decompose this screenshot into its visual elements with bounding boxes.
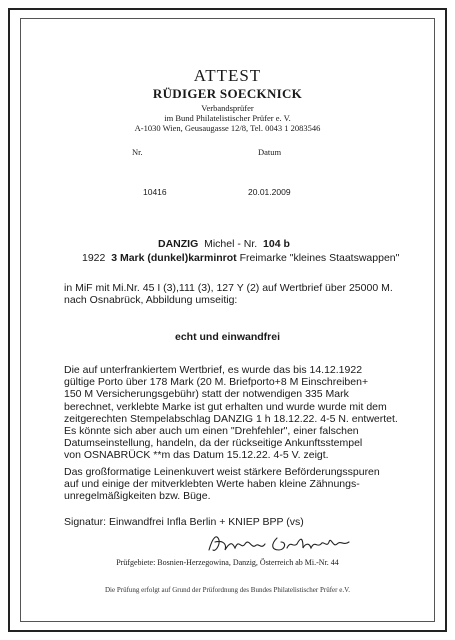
certificate-date: 20.01.2009	[248, 187, 291, 197]
text-line: gültige Porto über 178 Mark (20 M. Briefporto+8 M Einschreiben+	[64, 376, 369, 389]
stamp-identification	[158, 238, 290, 250]
stamp-value-color: 3 Mark (dunkel)karminrot	[111, 252, 237, 264]
stamp-description-line	[82, 252, 399, 264]
certificate-number: 10416	[143, 187, 167, 197]
text-line: zeitgerechten Stempelabschlag DANZIG 1 h 18.12.22. 4-5 N. entwertet.	[64, 412, 398, 425]
examiner-name: RÜDIGER SOECKNICK	[152, 86, 303, 101]
text-line: Das großformatige Leinenkuvert weist stärkere Beförderungsspuren	[64, 466, 380, 478]
text-line: auf und einige der mitverklebten Werte haben kleine Zähnungs-	[64, 478, 360, 491]
text-line: Die auf unterfrankiertem Wertbrief, es wurde das bis 14.12.1922	[64, 364, 363, 376]
pruefordnung-footer: Die Prüfung erfolgt auf Grund der Prüfordnung des Bundes Philatelistischer Prüfer e.V.	[104, 586, 351, 594]
mixed-franking-text	[64, 282, 393, 306]
paragraph-envelope	[64, 466, 380, 503]
michel-number: 104 b	[263, 238, 290, 250]
stamp-year: 1922	[82, 252, 106, 264]
paragraph-condition	[64, 364, 398, 462]
stamp-area: DANZIG	[158, 238, 199, 250]
nr-label: Nr.	[132, 147, 143, 157]
examiner-role: Verbandsprüfer	[201, 103, 254, 113]
text-line: in MiF mit Mi.Nr. 45 I (3),111 (3), 127 Y (2) auf Wertbrief über 25000 M.	[64, 282, 393, 294]
text-line: Datumseinstellung, handeln, da der rückseitige Ankunftsstempel	[64, 437, 363, 450]
text-line: von OSNABRÜCK **m das Datum 15.12.22. 4-5 V. zeigt.	[64, 449, 329, 462]
pruefgebiete-footer: Prüfgebiete: Bosnien-Herzegowina, Danzig, Österreich ab Mi.-Nr. 44	[116, 558, 339, 567]
verdict: echt und einwandfrei	[174, 331, 280, 343]
examiner-association: im Bund Philatelistischer Prüfer e. V.	[164, 113, 291, 123]
text-line: unregelmäßigkeiten bzw. Büge.	[64, 490, 211, 503]
signatur-line: Signatur: Einwandfrei Infla Berlin + KNIEP BPP (vs)	[64, 516, 304, 528]
text-line: berechnet, verklebte Marke ist gut erhalten und wurde wurde mit dem	[64, 400, 387, 413]
michel-label: Michel - Nr.	[204, 238, 258, 250]
certificate-title: ATTEST	[193, 66, 262, 85]
text-line: nach Osnabrück, Abbildung umseitig:	[64, 294, 238, 307]
text-line: 150 M Versicherungsgebühr) statt der notwendigen 335 Mark	[64, 388, 349, 401]
stamp-description: Freimarke "kleines Staatswappen"	[239, 252, 400, 264]
text-line: Es könnte sich aber auch um einen "Drehfehler", einer falschen	[64, 425, 359, 438]
handwritten-signature	[205, 530, 355, 556]
examiner-address: A-1030 Wien, Geusaugasse 12/8, Tel. 0043 1 2083546	[134, 123, 321, 133]
datum-label: Datum	[258, 147, 282, 157]
